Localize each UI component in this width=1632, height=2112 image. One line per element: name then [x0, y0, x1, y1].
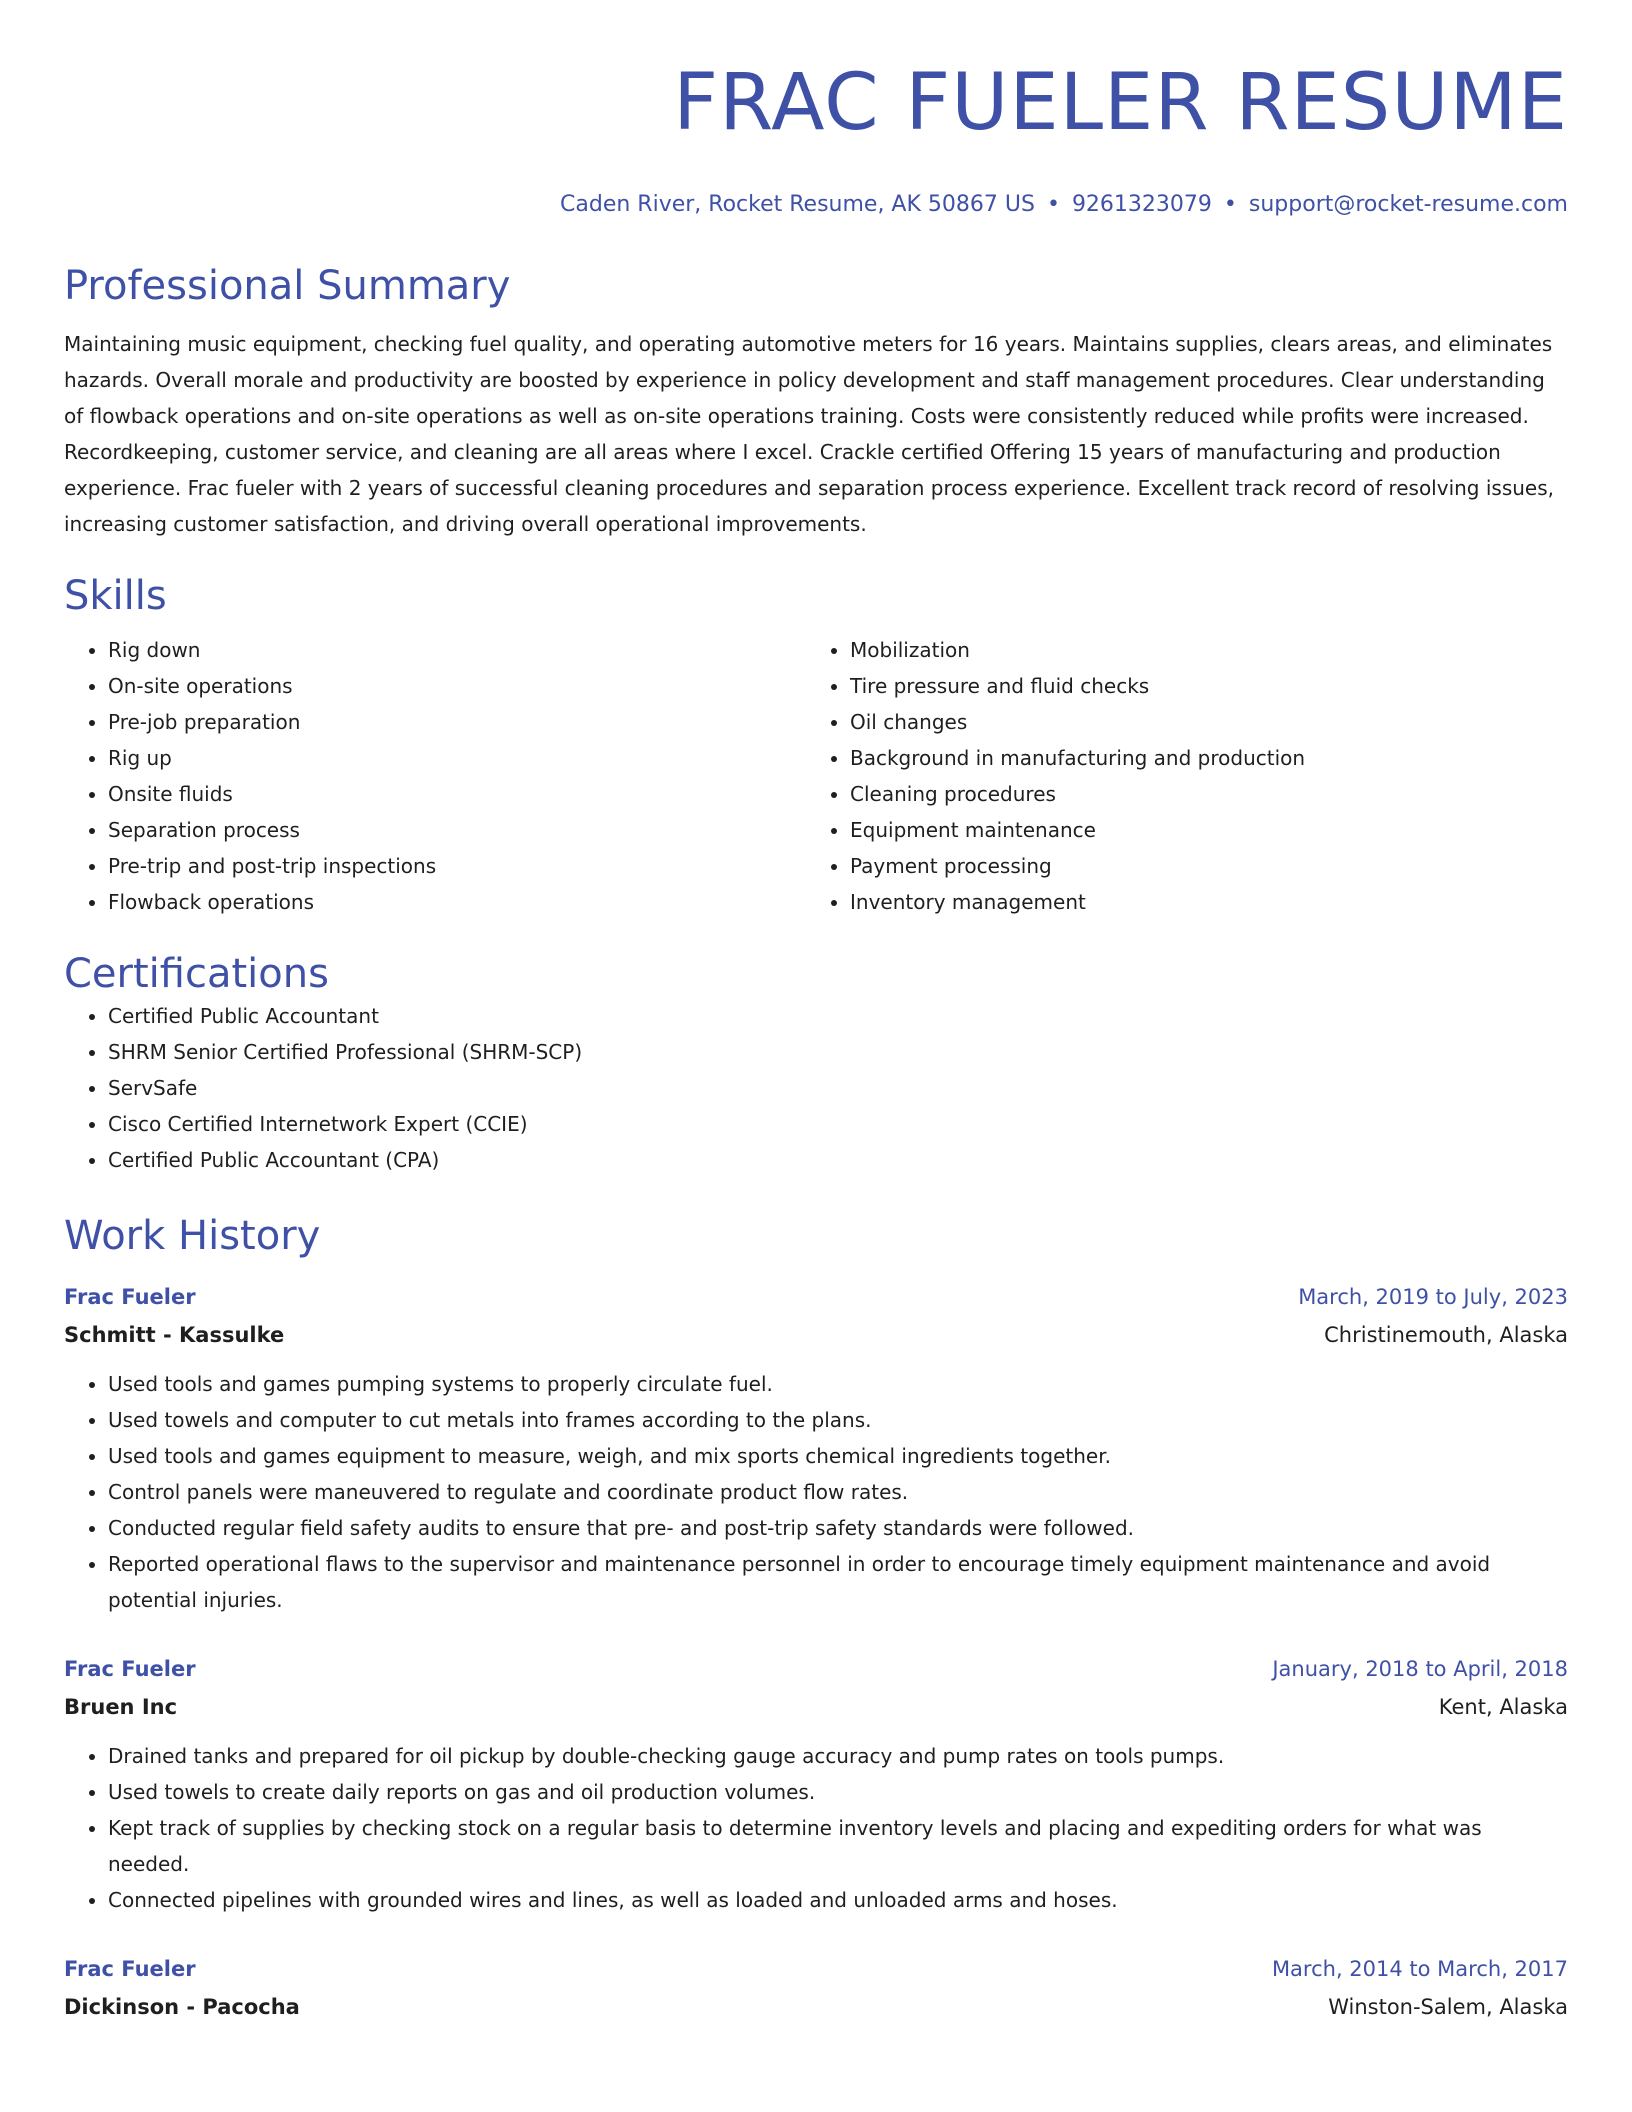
job-duty: • Drained tanks and prepared for oil pickup by double-checking gauge accuracy and pump rates on tools pumps.	[108, 1738, 1568, 1774]
job-company-row	[64, 1316, 1568, 1354]
certification-item: • SHRM Senior Certified Professional (SHRM-SCP)	[108, 1034, 1568, 1070]
certification-item: • Certified Public Accountant	[108, 998, 1568, 1034]
job-location: Christinemouth, Alaska	[1324, 1323, 1568, 1347]
skill-item: • Pre-trip and post-trip inspections	[108, 848, 806, 884]
skill-item: • Rig down	[108, 632, 806, 668]
job-duty: • Used towels and computer to cut metals into frames according to the plans.	[108, 1402, 1568, 1438]
job-duty: • Used towels to create daily reports on gas and oil production volumes.	[108, 1774, 1568, 1810]
contact-phone: 9261323079	[1071, 192, 1212, 217]
job-title: Frac Fueler	[64, 1657, 196, 1681]
job-location: Winston-Salem, Alaska	[1328, 1995, 1568, 2019]
contact-separator: •	[1223, 192, 1237, 217]
skill-item: • Tire pressure and fluid checks	[850, 668, 1548, 704]
work-history-heading: Work History	[64, 1213, 321, 1259]
job-entry	[64, 1650, 1568, 1918]
job-title: Frac Fueler	[64, 1957, 196, 1981]
job-entry	[64, 1278, 1568, 1618]
skill-item: • Background in manufacturing and production	[850, 740, 1548, 776]
job-company-row	[64, 1988, 1568, 2026]
skills-heading: Skills	[64, 573, 167, 619]
contact-address: Caden River, Rocket Resume, AK 50867 US	[560, 192, 1035, 217]
job-company: Bruen Inc	[64, 1695, 178, 1719]
summary-heading: Professional Summary	[64, 263, 511, 309]
resume-title: FRAC FUELER RESUME	[673, 58, 1568, 148]
job-dates: March, 2019 to July, 2023	[1298, 1285, 1568, 1309]
contact-line	[64, 190, 1568, 220]
skills-list-right	[806, 632, 1548, 920]
job-duties-list	[64, 1738, 1568, 1918]
skills-columns	[64, 632, 1568, 920]
job-dates: January, 2018 to April, 2018	[1272, 1657, 1568, 1681]
job-title: Frac Fueler	[64, 1285, 196, 1309]
skill-item: • Rig up	[108, 740, 806, 776]
job-title-row	[64, 1650, 1568, 1688]
job-entry	[64, 1950, 1568, 2026]
job-duty: • Used tools and games equipment to measure, weigh, and mix sports chemical ingredients together.	[108, 1438, 1568, 1474]
certifications-list	[64, 998, 1568, 1178]
skills-column-right	[806, 632, 1548, 920]
job-company-row	[64, 1688, 1568, 1726]
summary-text: Maintaining music equipment, checking fuel quality, and operating automotive meters for 16 years. Maintains supplies, clears areas, and eliminates hazards. Overall morale and productivity are boosted by experience in policy development and staff management procedures. Clear understanding of flowback operations and on-site operations as well as on-site operations training. Costs were consistently reduced while profits were increased. Recordkeeping, customer service, and cleaning are all areas where I excel. Crackle certified Offering 15 years of manufacturing and production experience. Frac fueler with 2 years of successful cleaning procedures and separation process experience. Excellent track record of resolving issues, increasing customer satisfaction, and driving overall operational improvements.	[64, 332, 1555, 536]
job-company: Dickinson - Pacocha	[64, 1995, 300, 2019]
job-location: Kent, Alaska	[1438, 1695, 1568, 1719]
job-duties-list	[64, 1366, 1568, 1618]
skill-item: • Flowback operations	[108, 884, 806, 920]
job-duty: • Kept track of supplies by checking stock on a regular basis to determine inventory levels and placing and expediting orders for what was needed.	[108, 1810, 1568, 1882]
job-duty: • Used tools and games pumping systems to properly circulate fuel.	[108, 1366, 1568, 1402]
skill-item: • Pre-job preparation	[108, 704, 806, 740]
skill-item: • Payment processing	[850, 848, 1548, 884]
certification-item: • Cisco Certified Internetwork Expert (CCIE)	[108, 1106, 1568, 1142]
skill-item: • Cleaning procedures	[850, 776, 1548, 812]
certification-item: • Certified Public Accountant (CPA)	[108, 1142, 1568, 1178]
certifications-heading: Certifications	[64, 951, 329, 997]
skill-item: • Oil changes	[850, 704, 1548, 740]
job-title-row	[64, 1950, 1568, 1988]
certification-item: • ServSafe	[108, 1070, 1568, 1106]
skill-item: • Mobilization	[850, 632, 1548, 668]
skills-list-left	[64, 632, 806, 920]
skills-column-left	[64, 632, 806, 920]
skill-item: • On-site operations	[108, 668, 806, 704]
job-company: Schmitt - Kassulke	[64, 1323, 285, 1347]
resume-page	[64, 0, 1568, 2026]
skill-item: • Inventory management	[850, 884, 1548, 920]
job-duty: • Conducted regular field safety audits to ensure that pre- and post-trip safety standards were followed.	[108, 1510, 1568, 1546]
job-duty: • Connected pipelines with grounded wires and lines, as well as loaded and unloaded arms and hoses.	[108, 1882, 1568, 1918]
skill-item: • Onsite fluids	[108, 776, 806, 812]
contact-email: support@rocket-resume.com	[1248, 192, 1568, 217]
job-dates: March, 2014 to March, 2017	[1271, 1957, 1568, 1981]
skill-item: • Separation process	[108, 812, 806, 848]
job-title-row	[64, 1278, 1568, 1316]
job-duty: • Reported operational flaws to the supervisor and maintenance personnel in order to encourage timely equipment maintenance and avoid potential injuries.	[108, 1546, 1568, 1618]
job-duty: • Control panels were maneuvered to regulate and coordinate product flow rates.	[108, 1474, 1568, 1510]
skill-item: • Equipment maintenance	[850, 812, 1548, 848]
contact-separator: •	[1046, 192, 1060, 217]
